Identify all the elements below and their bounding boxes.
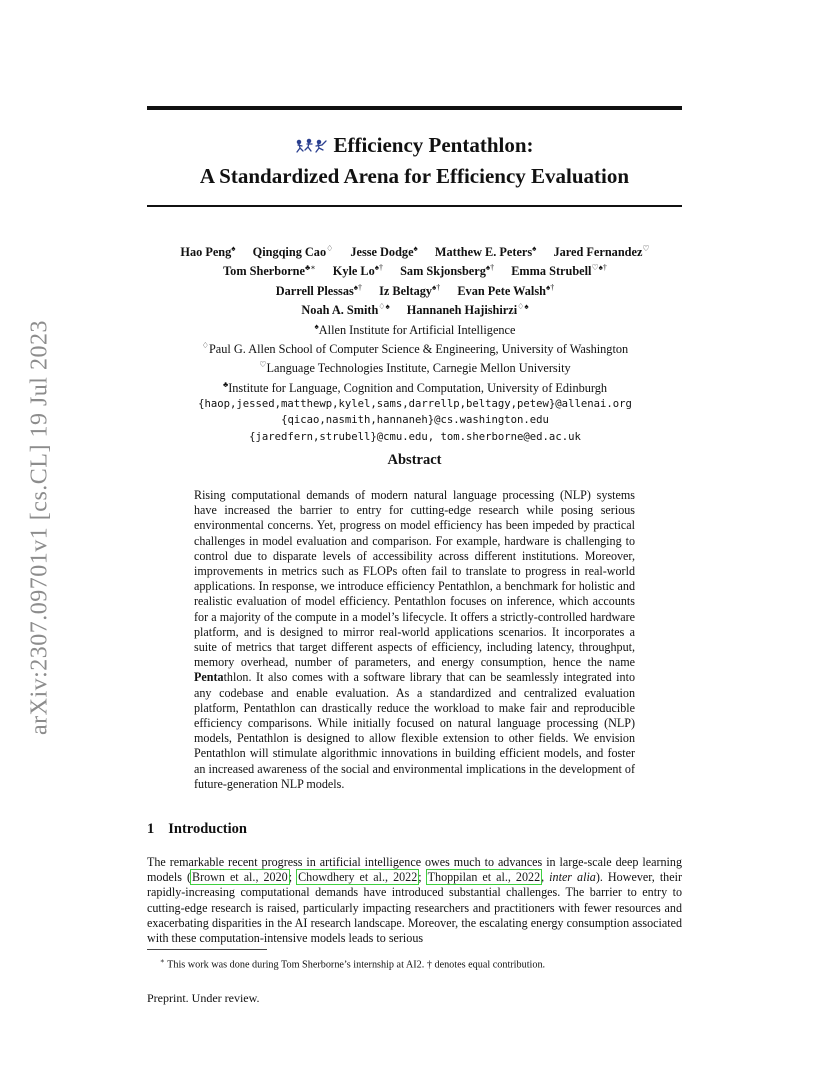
author: Matthew E. Peters♠ (434, 244, 537, 260)
preprint-notice: Preprint. Under review. (147, 991, 260, 1005)
author: Hao Peng♠ (180, 244, 236, 260)
abstract-text: Rising computational demands of modern natural language processing (NLP) systems have increased the barrier to entry for cutting-edge research while posing serious environmental concerns. Yet, progress on model efficiency has been impeded by practical challenges in model evaluation and comparison. For example, hardware is challenging to control due to disparate levels of accessibility across different institutions. Moreover, improvements in metrics such as FLOPs often fail to translate to progress in real-world applications. In response, we introduce efficiency Pentathlon, a benchmark for holistic and realistic evaluation of model efficiency. Pentathlon focuses on inference, which accounts for a majority of the compute in a model’s lifecycle. It offers a strictly-controlled hardware platform, and is designed to mirror real-world applications scenarios. It incorporates a suite of metrics that target different aspects of efficiency, including latency, throughput, memory overhead, number of parameters, and energy consumption, hence the name Pentathlon. It also comes with a software library that can be seamlessly integrated into any codebase and enable evaluation. As a standardized and centralized evaluation platform, Pentathlon can drastically reduce the workload to make fair and reproducible efficiency comparisons. While initially focused on natural language processing (NLP) models, Pentathlon is designed to allow flexible extension to other fields. We envision Pentathlon will stimulate algorithmic innovations in building efficient models, and foster an increased awareness of the social and environmental implications in the development of future-generation NLP models. (194, 488, 635, 791)
title-top-rule (147, 106, 682, 110)
author-block (120, 241, 710, 445)
section-heading: 1 Introduction (147, 821, 247, 837)
author: Darrell Plessas♠† (275, 282, 363, 298)
author: Hannaneh Hajishirzi♢♠ (406, 302, 529, 318)
affiliation: ♢Paul G. Allen School of Computer Science & Engineering, University of Washington (201, 340, 629, 357)
author: Iz Beltagy♠† (379, 282, 441, 298)
footnote-rule (147, 949, 267, 950)
author-line (120, 241, 710, 260)
author: Evan Pete Walsh♠† (457, 282, 555, 298)
pentathlon-name-emphasis: Penta (194, 670, 224, 685)
intro-paragraph: The remarkable recent progress in artificial intelligence owes much to advances in large-scale deep learning models (Brown et al., 2020; Chowdhery et al., 2022; Thoppilan et al., 2022, inter alia). However, their rapidly-increasing computational demands have introduced substantial challenges. The barrier to entry to cutting-edge research is raised, particularly impacting researchers and practitioners with fewer resources and exacerbating disparities in the AI research landscape. Moreover, the escalating energy consumption associated with these computation-intensive models leads to serious (147, 855, 682, 946)
author: Jared Fernandez♡ (553, 244, 650, 260)
citation-link[interactable]: Chowdhery et al., 2022 (298, 870, 418, 885)
author: Qingqing Cao♢ (252, 244, 334, 260)
email-link[interactable]: {haop,jessed,matthewp,kylel,sams,darrellp,beltagy,petew}@allenai.org (198, 398, 632, 411)
title-line-1: Efficiency Pentathlon: (333, 133, 534, 157)
author: Sam Skjonsberg♠† (400, 263, 495, 279)
author-line (120, 260, 710, 279)
affiliation: ♡Language Technologies Institute, Carnegie Mellon University (259, 360, 571, 376)
title-line-2: A Standardized Arena for Efficiency Evaluation (199, 164, 630, 188)
arxiv-identifier: arXiv:2307.09701v1 [cs.CL] 19 Jul 2023 (26, 320, 53, 736)
author: Emma Strubell♡♠† (511, 263, 607, 279)
author-line (120, 280, 710, 299)
email-link[interactable]: {qicao,nasmith,hannaneh}@cs.washington.edu (281, 414, 549, 427)
author-line (120, 299, 710, 318)
author: Jesse Dodge♠ (350, 244, 418, 260)
affiliation: ♠Allen Institute for Artificial Intelligence (314, 321, 516, 337)
pentathlon-logo-icon (295, 133, 329, 162)
paper-title (147, 131, 682, 191)
email-link[interactable]: {jaredfern,strubell}@cmu.edu, tom.sherborne@ed.ac.uk (249, 430, 581, 443)
author: Tom Sherborne♣∗ (223, 263, 316, 279)
title-bottom-rule (147, 205, 682, 207)
citation-link[interactable]: Thoppilan et al., 2022 (427, 870, 541, 885)
author: Noah A. Smith♢♠ (301, 302, 390, 318)
citation-link[interactable]: Brown et al., 2020 (192, 870, 288, 885)
abstract-heading: Abstract (387, 452, 442, 468)
affiliation: ♣Institute for Language, Cognition and Computation, University of Edinburgh (222, 379, 608, 395)
footnote: ∗ This work was done during Tom Sherborne’s internship at AI2. † denotes equal contribution. (160, 957, 546, 971)
author: Kyle Lo♠† (332, 263, 384, 279)
